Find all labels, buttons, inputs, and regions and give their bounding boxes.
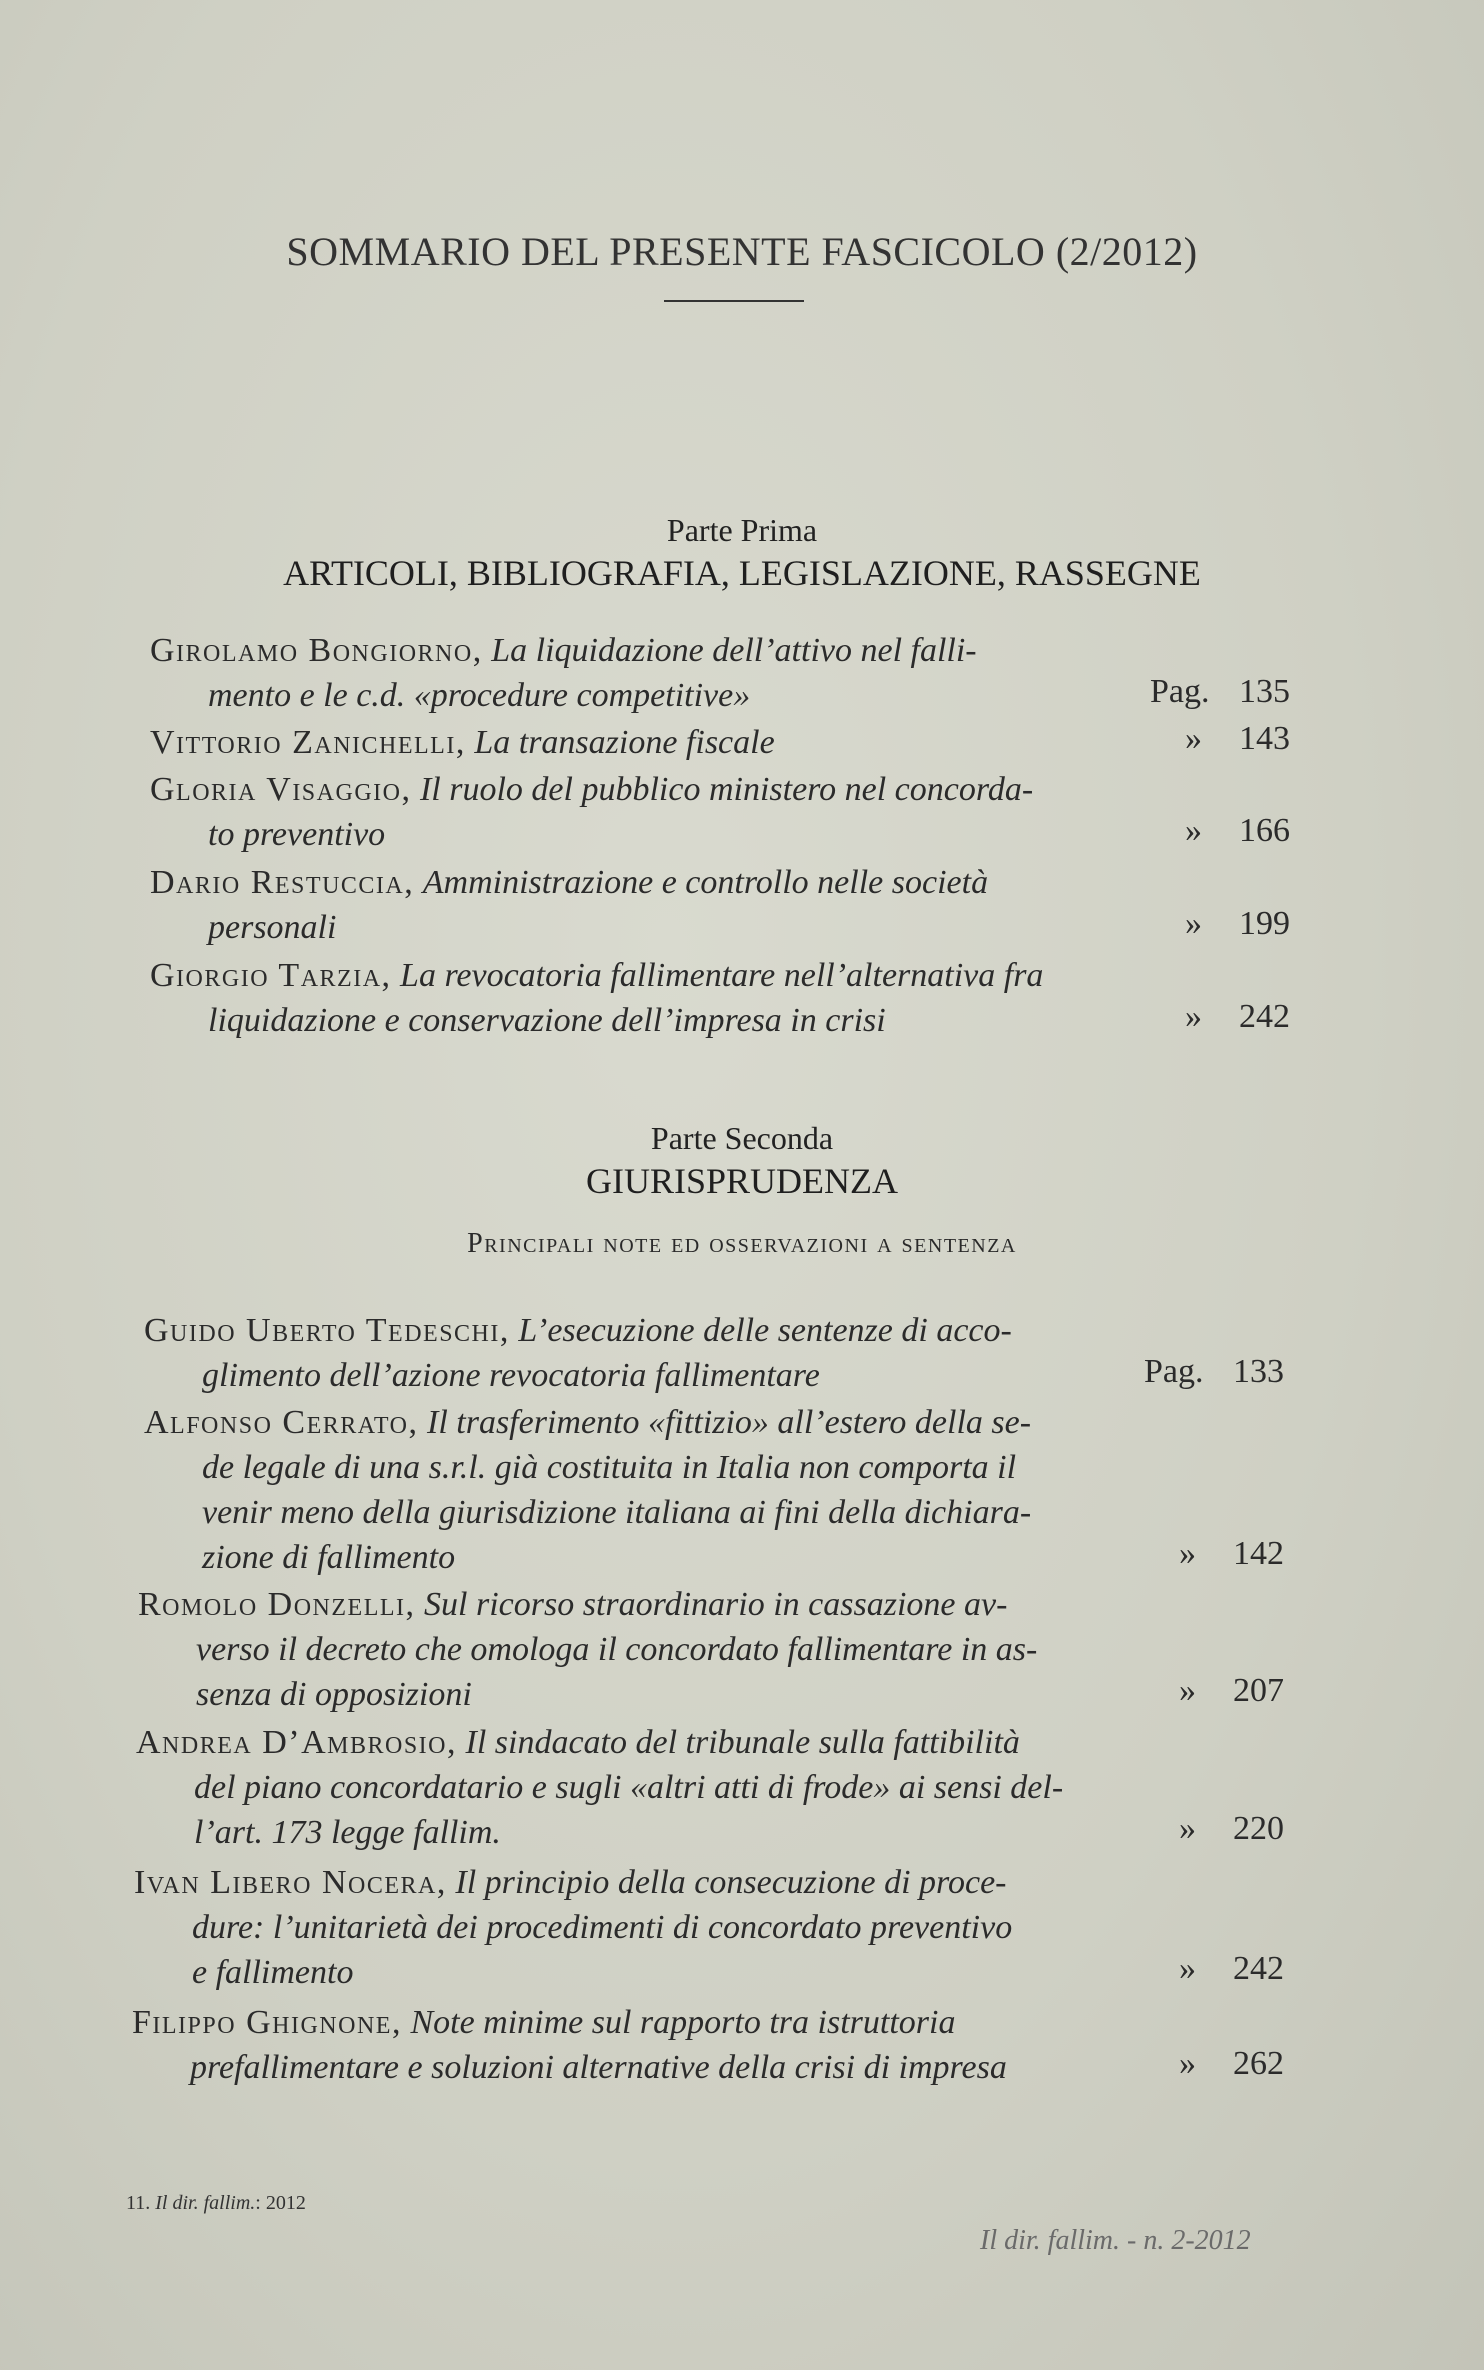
part1-title: ARTICOLI, BIBLIOGRAFIA, LEGISLAZIONE, RASSEGNE [283, 553, 1201, 593]
entry-title: venir meno della giurisdizione italiana ai fini della dichiara- [202, 1494, 1032, 1531]
entry-title: glimento dell’azione revocatoria fallimentare [202, 1357, 820, 1394]
entry-title: prefallimentare e soluzioni alternative della crisi di impresa [190, 2049, 1007, 2086]
pag-label: » [1179, 1672, 1196, 1709]
page-number: 133 [1233, 1353, 1284, 1390]
pag-label: » [1185, 812, 1202, 849]
page-number: 220 [1233, 1810, 1284, 1847]
entry-title: liquidazione e conservazione dell’impresa in crisi [208, 1002, 886, 1039]
entry-author: Giorgio Tarzia, [150, 957, 392, 994]
entry-title: e fallimento [192, 1954, 354, 1991]
entry-title: to preventivo [208, 816, 386, 853]
entry-title: Il trasferimento «fittizio» all’estero della se- [427, 1404, 1032, 1441]
page-number: 142 [1233, 1535, 1284, 1572]
toc-entry [138, 1582, 1144, 1717]
pag-label: » [1179, 1535, 1196, 1572]
entry-title: L’esecuzione delle sentenze di acco- [518, 1312, 1012, 1349]
footer-journal: Il dir. fallim. [155, 2192, 256, 2214]
entry-title: dure: l’unitarietà dei procedimenti di concordato preventivo [192, 1909, 1013, 1946]
entry-author: Filippo Ghignone, [132, 2004, 402, 2041]
entry-page [1144, 1950, 1284, 1988]
entry-title: Sul ricorso straordinario in cassazione av- [424, 1586, 1008, 1623]
entry-title: La transazione fiscale [474, 724, 775, 761]
page-number: 199 [1239, 905, 1290, 942]
pag-label: » [1179, 1810, 1196, 1847]
entry-title: zione di fallimento [202, 1539, 456, 1576]
part2-title: GIURISPRUDENZA [585, 1161, 898, 1201]
entry-title: Il sindacato del tribunale sulla fattibilità [465, 1724, 1020, 1761]
footer-imprint [126, 2192, 306, 2215]
toc-entry [144, 1308, 1144, 1398]
footer-year: : 2012 [255, 2192, 306, 2214]
pag-label: » [1185, 998, 1202, 1035]
toc-entry [134, 1860, 1144, 1995]
entry-title: Note minime sul rapporto tra istruttoria [410, 2004, 956, 2041]
page-number: 262 [1233, 2045, 1284, 2082]
toc-entry [136, 1720, 1144, 1855]
entry-title: personali [208, 909, 337, 946]
entry-title: Il ruolo del pubblico ministero nel concorda- [419, 771, 1034, 808]
entry-title: del piano concordatario e sugli «altri atti di frode» ai sensi del- [194, 1769, 1064, 1806]
entry-title: mento e le c.d. «procedure competitive» [208, 677, 751, 714]
entry-author: Gloria Visaggio, [150, 771, 412, 808]
pag-label: » [1179, 1950, 1196, 1987]
footer-number: 11. [126, 2192, 151, 2214]
part1-label: Parte Prima [666, 512, 818, 548]
page-title: SOMMARIO DEL PRESENTE FASCICOLO (2/2012) [286, 229, 1198, 274]
entry-title: La liquidazione dell’attivo nel falli- [491, 632, 977, 669]
entry-title: verso il decreto che omologa il concordato fallimentare in as- [196, 1631, 1038, 1668]
entry-title: l’art. 173 legge fallim. [194, 1814, 501, 1851]
entry-author: Dario Restuccia, [150, 864, 415, 901]
entry-author: Andrea D’Ambrosio, [136, 1724, 458, 1761]
page-number: 242 [1239, 998, 1290, 1035]
entry-author: Alfonso Cerrato, [144, 1404, 419, 1441]
part2-subtitle: Principali note ed osservazioni a sentenza [467, 1228, 1017, 1259]
page-number: 166 [1239, 812, 1290, 849]
pag-label: Pag. [1150, 673, 1210, 710]
pag-label: » [1185, 905, 1202, 942]
entry-page [1144, 1353, 1284, 1391]
entry-title: Il principio della consecuzione di proce- [455, 1864, 1007, 1901]
page-number: 135 [1239, 673, 1290, 710]
toc-entry [132, 2000, 1144, 2090]
page-number: 207 [1233, 1672, 1284, 1709]
entry-page [1144, 1672, 1284, 1710]
entry-author: Girolamo Bongiorno, [150, 632, 483, 669]
entry-title: Amministrazione e controllo nelle società [422, 864, 989, 901]
pag-label: » [1185, 720, 1202, 757]
entry-author: Vittorio Zanichelli, [150, 724, 466, 761]
part2-label: Parte Seconda [650, 1120, 834, 1156]
pag-label: » [1179, 2045, 1196, 2082]
page-number: 242 [1233, 1950, 1284, 1987]
entry-author: Guido Uberto Tedeschi, [144, 1312, 510, 1349]
page-number: 143 [1239, 720, 1290, 757]
footer-running-head: Il dir. fallim. - n. 2-2012 [980, 2225, 1251, 2256]
entry-page [1144, 2045, 1284, 2083]
entry-title: La revocatoria fallimentare nell’alternativa fra [400, 957, 1044, 994]
entry-author: Romolo Donzelli, [138, 1586, 416, 1623]
entry-page [1144, 1810, 1284, 1848]
pag-label: Pag. [1144, 1353, 1204, 1390]
toc-entry [144, 1400, 1144, 1580]
entry-title: senza di opposizioni [196, 1676, 472, 1713]
entry-title: de legale di una s.r.l. già costituita in Italia non comporta il [202, 1449, 1017, 1486]
entry-author: Ivan Libero Nocera, [134, 1864, 447, 1901]
entry-page [1144, 1535, 1284, 1573]
